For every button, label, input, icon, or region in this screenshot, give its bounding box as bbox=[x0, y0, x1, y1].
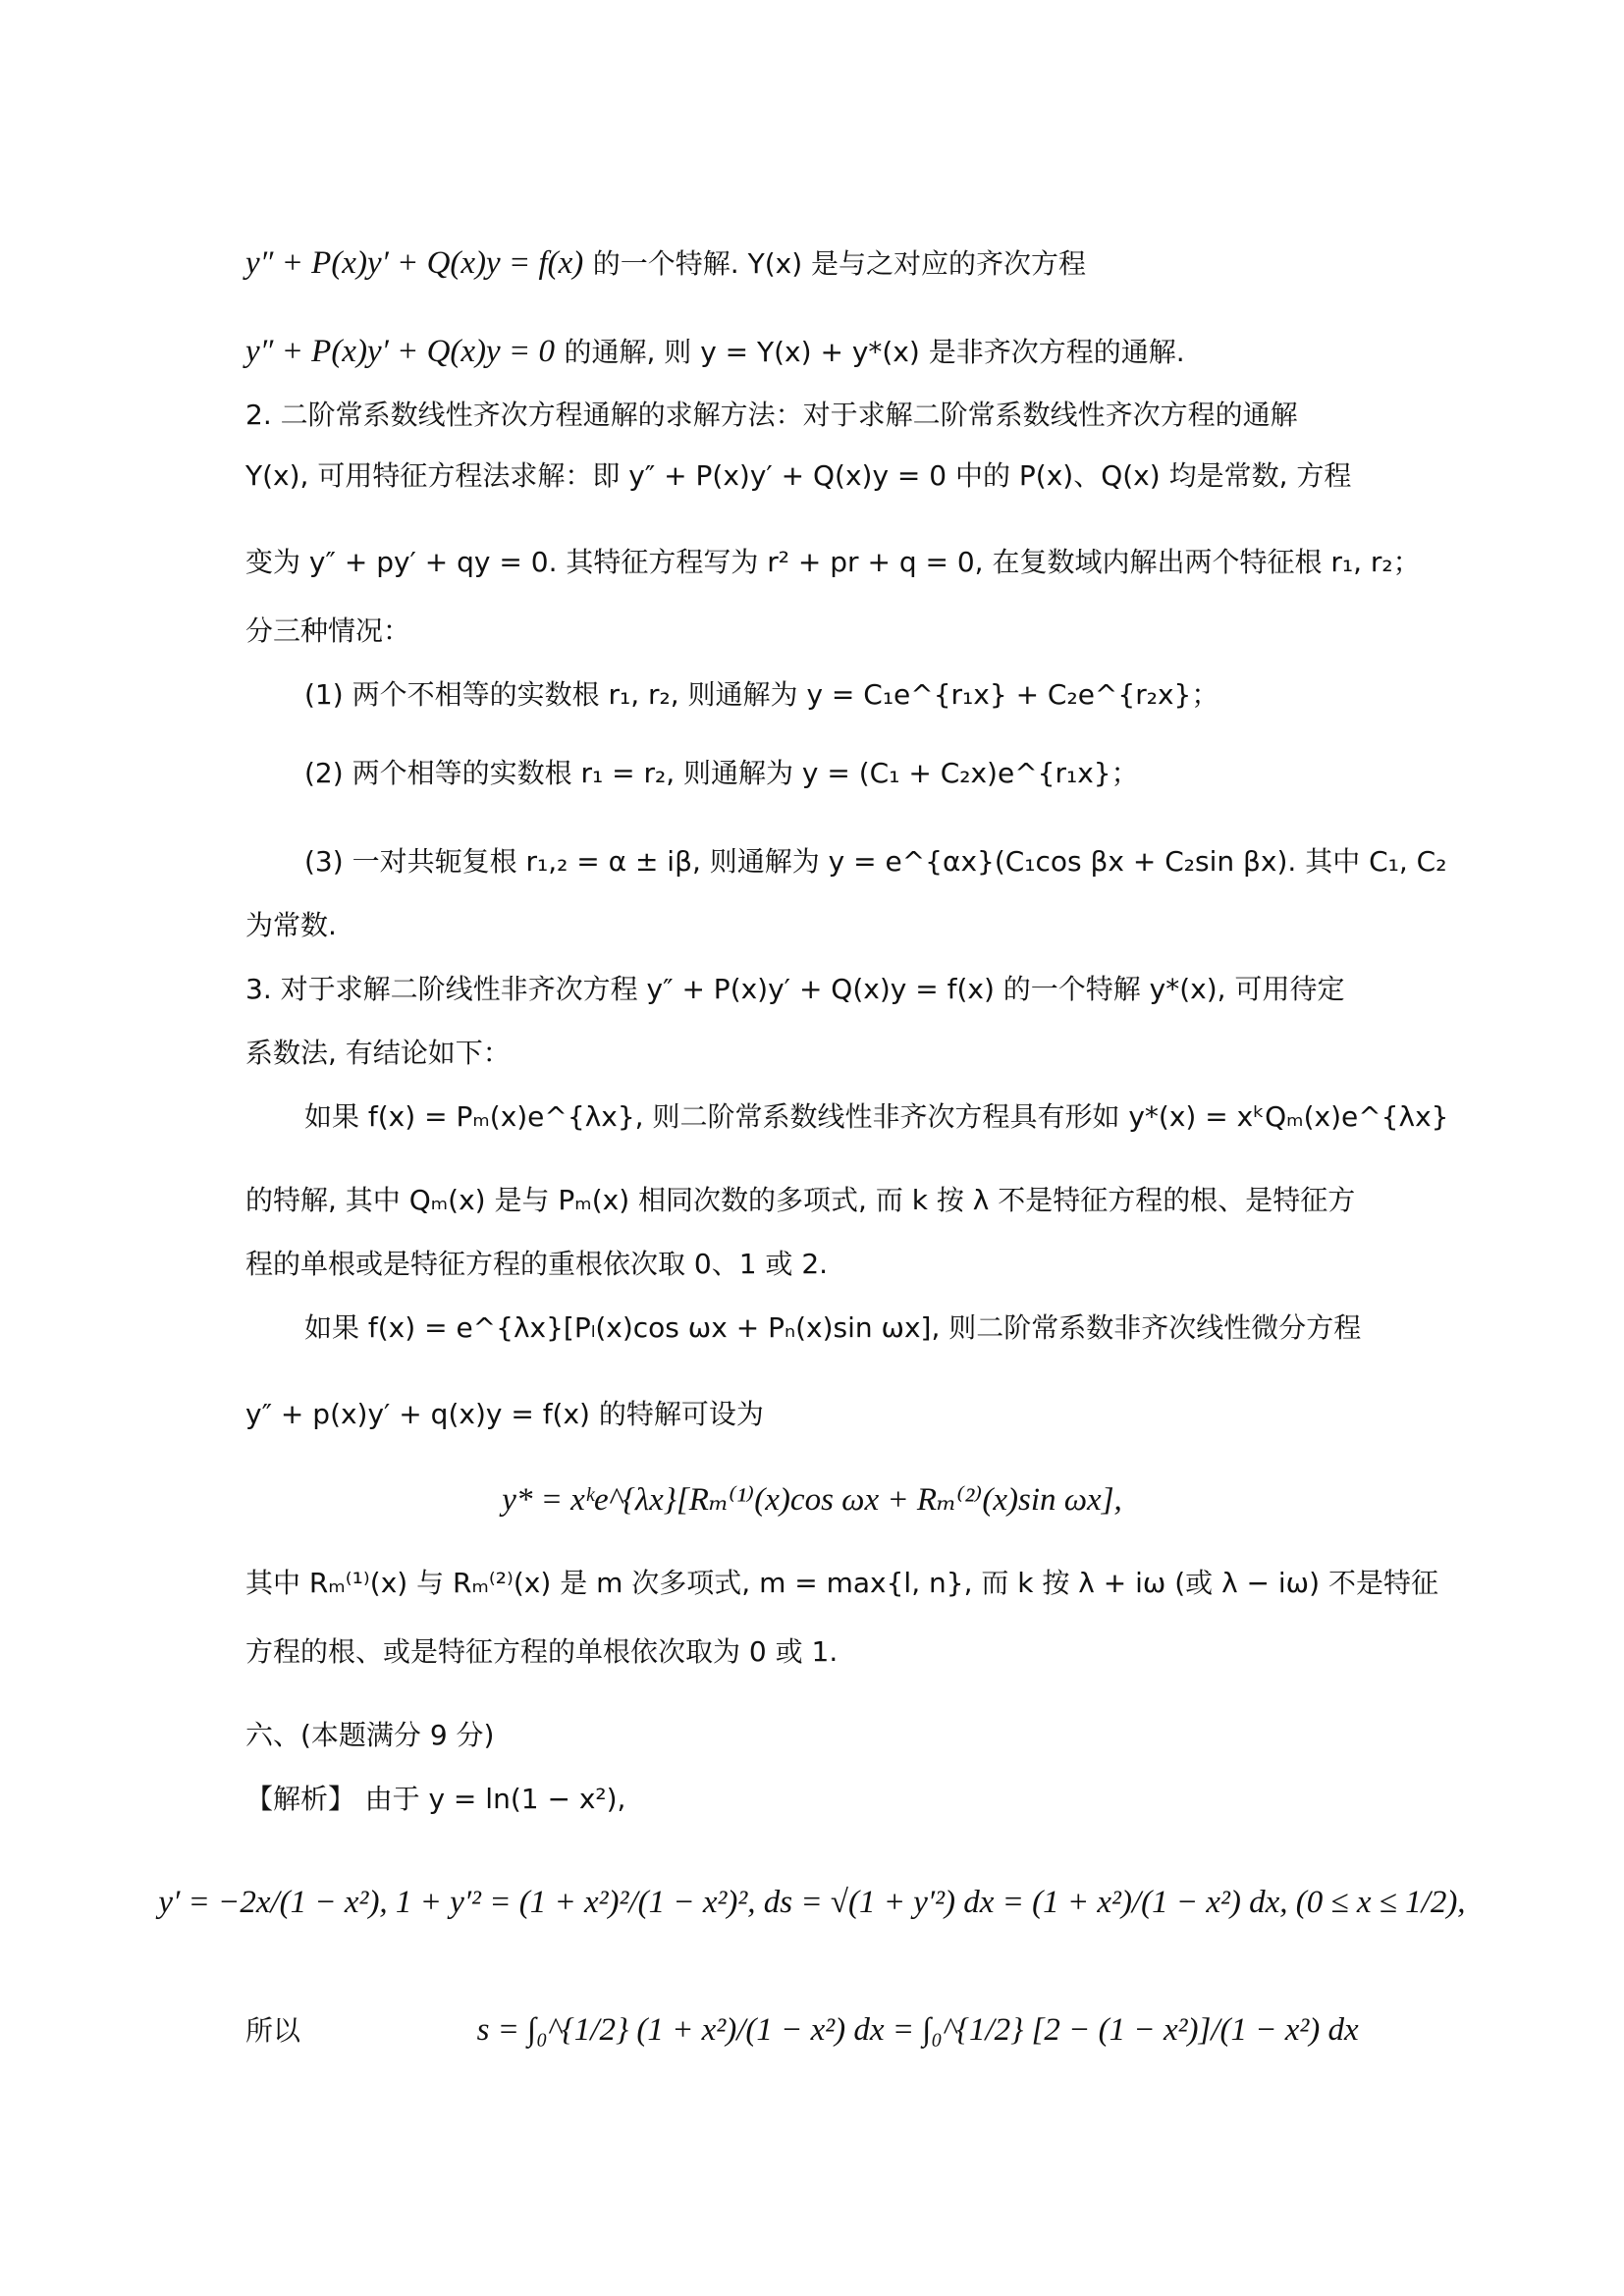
text-fragment: 的一个特解. Y(x) 是与之对应的齐次方程 bbox=[592, 247, 1087, 280]
particular-solution-formula bbox=[0, 1477, 1624, 1523]
formula-nonhomogeneous-equation: y″ + P(x)y′ + Q(x)y = f(x) bbox=[245, 245, 584, 281]
section-heading bbox=[245, 1713, 494, 1758]
text-line-where bbox=[245, 1561, 1438, 1606]
text-line-1 bbox=[245, 240, 1086, 287]
text-fragment: 的特解, 其中 Qₘ(x) 是与 Pₘ(x) 相同次数的多项式, 而 k 按 λ 不是特征方程的根、是特征方 bbox=[245, 1184, 1356, 1216]
text-fragment: Y(x), 可用特征方程法求解：即 y″ + P(x)y′ + Q(x)y = 0 中的 P(x)、Q(x) 均是常数, 方程 bbox=[245, 459, 1352, 492]
text-line-4 bbox=[245, 454, 1351, 499]
numbered-item-2: 2. 二阶常系数线性齐次方程通解的求解方法：对于求解二阶常系数线性齐次方程的通解 bbox=[245, 399, 1298, 431]
text-fragment: 由于 y = ln(1 − x²), bbox=[364, 1783, 626, 1815]
case-text: (2) 两个相等的实数根 r₁ = r₂, 则通解为 y = (C₁ + C₂x)e^{r₁x}； bbox=[304, 757, 1139, 789]
text-fragment: 方程的根、或是特征方程的单根依次取为 0 或 1. bbox=[245, 1635, 839, 1668]
text-line-6 bbox=[245, 609, 410, 654]
text-line-5 bbox=[245, 540, 1421, 585]
case-3 bbox=[304, 839, 1446, 884]
text-line-2 bbox=[245, 329, 1185, 375]
rule-2 bbox=[304, 1306, 1361, 1351]
text-fragment: 程的单根或是特征方程的重根依次取 0、1 或 2. bbox=[245, 1248, 829, 1280]
case-2 bbox=[304, 751, 1139, 796]
text-fragment: 如果 f(x) = Pₘ(x)e^{λx}, 则二阶常系数线性非齐次方程具有形如 y*(x) = xᵏQₘ(x)e^{λx} bbox=[304, 1100, 1449, 1133]
text-fragment: 3. 对于求解二阶线性非齐次方程 y″ + P(x)y′ + Q(x)y = f(x) 的一个特解 y*(x), 可用待定 bbox=[245, 973, 1345, 1005]
text-fragment: 为常数. bbox=[245, 909, 337, 941]
text-fragment: 如果 f(x) = e^{λx}[Pₗ(x)cos ωx + Pₙ(x)sin ωx], 则二阶常系数非齐次线性微分方程 bbox=[304, 1311, 1362, 1344]
text-fragment: y″ + p(x)y′ + q(x)y = f(x) 的特解可设为 bbox=[245, 1398, 764, 1430]
rule-1 bbox=[304, 1095, 1448, 1140]
case-text: (3) 一对共轭复根 r₁,₂ = α ± iβ, 则通解为 y = e^{αx}(C₁cos βx + C₂sin βx). 其中 C₁, C₂ bbox=[304, 845, 1447, 878]
rule-1-continued bbox=[245, 1178, 1355, 1223]
text-line-method bbox=[245, 1031, 511, 1076]
section-title: 六、(本题满分 9 分) bbox=[245, 1719, 495, 1751]
so-label: 所以 bbox=[245, 2014, 301, 2047]
text-fragment: 变为 y″ + py′ + qy = 0. 其特征方程写为 r² + pr + q = 0, 在复数域内解出两个特征根 r₁, r₂； bbox=[245, 546, 1421, 578]
integral-formula: s = ∫₀^{1/2} (1 + x²)/(1 − x²) dx = ∫₀^{1/2} [2 − (1 − x²)]/(1 − x²) dx bbox=[476, 2012, 1359, 2048]
text-fragment: 分三种情况： bbox=[245, 614, 411, 647]
formula-homogeneous-equation: y″ + P(x)y′ + Q(x)y = 0 bbox=[245, 334, 555, 369]
rule-2-equation bbox=[245, 1392, 764, 1437]
case-text: (1) 两个不相等的实数根 r₁, r₂, 则通解为 y = C₁e^{r₁x} + C₂e^{r₂x}； bbox=[304, 678, 1219, 711]
text-line-3 bbox=[245, 393, 1298, 438]
analysis-line bbox=[245, 1777, 625, 1822]
text-line-roots bbox=[245, 1629, 838, 1675]
text-fragment: 的通解, 则 y = Y(x) + y*(x) 是非齐次方程的通解. bbox=[564, 336, 1185, 368]
case-1 bbox=[304, 672, 1218, 718]
formula: y* = xᵏe^{λx}[Rₘ⁽¹⁾(x)cos ωx + Rₘ⁽²⁾(x)sin ωx], bbox=[502, 1482, 1122, 1518]
derivative-formula bbox=[0, 1880, 1624, 1926]
rule-1-continued-2 bbox=[245, 1242, 828, 1287]
text-fragment: 其中 Rₘ⁽¹⁾(x) 与 Rₘ⁽²⁾(x) 是 m 次多项式, m = max{l, n}, 而 k 按 λ + iω (或 λ − iω) 不是特征 bbox=[245, 1567, 1438, 1599]
formula: y′ = −2x/(1 − x²), 1 + y′² = (1 + x²)²/(1 − x²)², ds = √(1 + y′²) dx = (1 + x²)/(1 − x²) dx, (0 ≤ x ≤ 1/2), bbox=[158, 1885, 1466, 1920]
numbered-item-3 bbox=[245, 967, 1344, 1012]
analysis-label: 【解析】 bbox=[245, 1783, 356, 1815]
integral-line bbox=[245, 2007, 1359, 2054]
text-line-constants bbox=[245, 903, 337, 948]
text-fragment: 系数法, 有结论如下： bbox=[245, 1037, 511, 1069]
